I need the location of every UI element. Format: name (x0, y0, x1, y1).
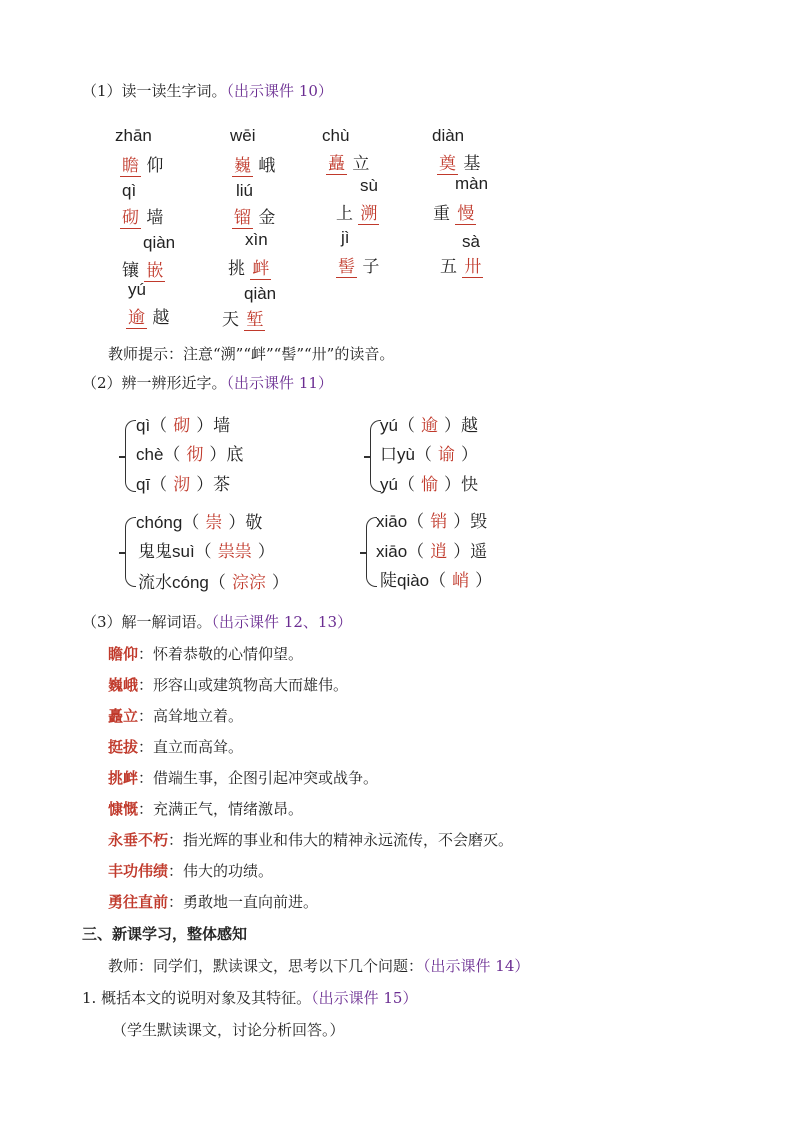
definition: 丰功伟绩：伟大的功绩。 (108, 862, 274, 880)
group-2-item: yú（ 逾 ）越 (380, 416, 478, 436)
pinyin: yú (128, 280, 146, 299)
word: 上 溯 (336, 204, 378, 224)
pinyin: chù (322, 126, 350, 145)
group-3-item: 流水cóng（ 淙淙 ） (138, 573, 289, 593)
word: 砌 墙 (122, 208, 164, 228)
pinyin: sà (462, 232, 480, 251)
brace (125, 420, 136, 492)
definition: 慷慨：充满正气，情绪激昂。 (108, 800, 304, 818)
pinyin: qiàn (244, 284, 277, 303)
word: 镏 金 (234, 208, 276, 228)
group-3-item: chóng（ 崇 ）敬 (136, 513, 263, 533)
group-4-item: 陡qiào（ 峭 ） (380, 571, 493, 591)
section-1-header (82, 80, 333, 101)
word: 五 卅 (440, 257, 482, 277)
word: 髻 子 (338, 257, 380, 277)
section-1-ref: （出示课件 10） (226, 82, 333, 100)
pinyin: zhān (115, 126, 152, 145)
group-1-item: chè（ 彻 ）底 (136, 445, 244, 465)
word: 逾 越 (128, 308, 170, 328)
group-2-item: yú（ 愉 ）快 (380, 475, 478, 495)
word: 巍 峨 (234, 156, 276, 176)
group-3-item: 鬼鬼suì（ 祟祟 ） (138, 542, 275, 562)
question-1: 1. 概括本文的说明对象及其特征。（出示课件 15） (82, 989, 418, 1007)
pinyin: sù (360, 176, 378, 195)
section-three-title: 三、新课学习，整体感知 (82, 925, 248, 943)
teacher-tip: 教师提示：注意“溯”“衅”“髻”“卅”的读音。 (108, 345, 395, 363)
section-3-header: （3）解一解词语。（出示课件 12、13） (82, 613, 352, 631)
definition: 瞻仰：怀着恭敬的心情仰望。 (108, 645, 304, 663)
definition: 永垂不朽：指光辉的事业和伟大的精神永远流传，不会磨灭。 (108, 831, 514, 849)
pinyin: wēi (230, 126, 256, 145)
definition: 挑衅：借端生事，企图引起冲突或战争。 (108, 769, 379, 787)
pinyin: diàn (432, 126, 465, 145)
group-4-item: xiāo（ 销 ）毁 (376, 512, 488, 532)
student-note: （学生默读课文，讨论分析回答。） (112, 1021, 345, 1039)
definition: 勇往直前：勇敢地一直向前进。 (108, 893, 319, 911)
group-2-item: 口yù（ 谕 ） (380, 445, 478, 465)
word: 奠 基 (439, 154, 481, 174)
pinyin: màn (455, 174, 489, 193)
word: 矗 立 (328, 154, 370, 174)
group-1-item: qī（ 沏 ）茶 (136, 475, 231, 495)
word: 天 堑 (222, 310, 264, 330)
teacher-line: 教师：同学们，默读课文，思考以下几个问题：（出示课件 14） (108, 957, 530, 975)
section-2-header: （2）辨一辨形近字。（出示课件 11） (82, 374, 333, 392)
section-1-label: （1）读一读生字词。 (82, 82, 227, 100)
group-1-item: qì（ 砌 ）墙 (136, 416, 231, 436)
pinyin: qiàn (143, 233, 176, 252)
word: 重 慢 (433, 204, 475, 224)
pinyin: xìn (245, 230, 268, 249)
pinyin: qì (122, 181, 137, 200)
word: 挑 衅 (228, 259, 270, 279)
word: 镶 嵌 (122, 261, 164, 281)
group-4-item: xiāo（ 逍 ）遥 (376, 542, 488, 562)
definition: 巍峨：形容山或建筑物高大而雄伟。 (108, 676, 349, 694)
word: 瞻 仰 (122, 156, 164, 176)
definition: 矗立：高耸地立着。 (108, 707, 244, 725)
brace (125, 517, 136, 587)
pinyin: liú (236, 181, 254, 200)
pinyin: jì (341, 228, 350, 247)
definition: 挺拔：直立而高耸。 (108, 738, 244, 756)
